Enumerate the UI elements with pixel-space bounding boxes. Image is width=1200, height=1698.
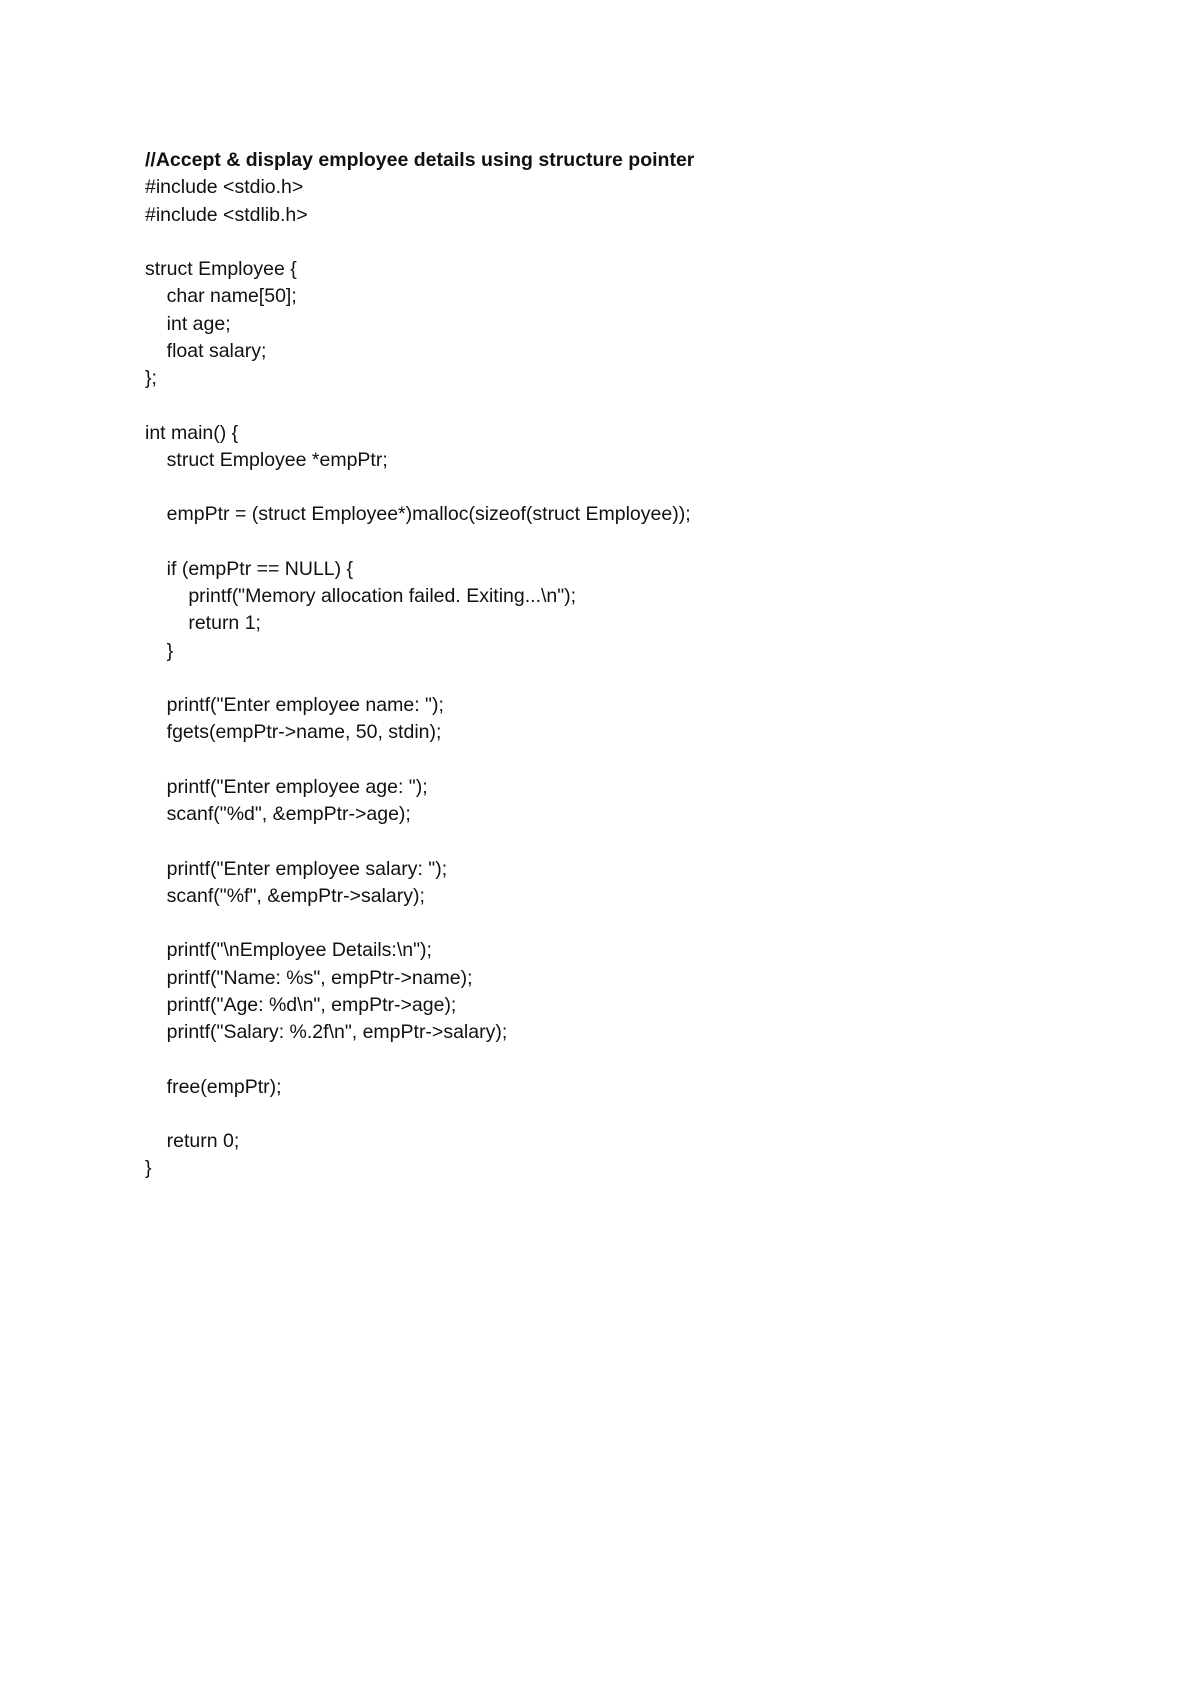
code-line: #include <stdio.h> (145, 176, 304, 199)
code-line (145, 474, 1145, 501)
code-line: empPtr = (struct Employee*)malloc(sizeof(struct Employee)); (145, 503, 691, 526)
code-line: printf("Name: %s", empPtr->name); (145, 966, 473, 989)
code-line: return 1; (145, 612, 261, 635)
code-line: int age; (145, 312, 231, 335)
code-line: return 0; (145, 1130, 240, 1152)
code-line: struct Employee { (145, 258, 297, 280)
code-line: struct Employee *empPtr; (145, 448, 388, 471)
code-line (145, 392, 1145, 419)
code-line: } (145, 1157, 152, 1180)
code-line: printf("Memory allocation failed. Exiting...\n"); (145, 585, 577, 607)
code-line (145, 910, 1145, 937)
code-line: } (145, 639, 174, 662)
code-line: printf("\nEmployee Details:\n"); (145, 939, 432, 962)
code-listing (145, 147, 1145, 1183)
code-line: if (empPtr == NULL) { (145, 557, 354, 580)
code-line: int main() { (145, 421, 239, 444)
code-line: printf("Age: %d\n", empPtr->age); (145, 993, 457, 1016)
code-line: printf("Enter employee name: "); (145, 694, 444, 716)
code-line: char name[50]; (145, 285, 297, 308)
code-line: printf("Enter employee salary: "); (145, 857, 448, 880)
code-line: printf("Enter employee age: "); (145, 775, 428, 798)
code-line: scanf("%f", &empPtr->salary); (145, 884, 425, 907)
code-line: free(empPtr); (145, 1075, 282, 1098)
code-line (145, 529, 1145, 556)
code-line: fgets(empPtr->name, 50, stdin); (145, 721, 442, 744)
code-line (145, 665, 1145, 692)
code-comment-title: //Accept & display employee details using structure pointer (145, 149, 695, 171)
code-line: printf("Salary: %.2f\n", empPtr->salary); (145, 1021, 508, 1043)
code-line (145, 747, 1145, 774)
code-line (145, 229, 1145, 256)
code-line (145, 1046, 1145, 1073)
code-line: }; (145, 367, 157, 389)
code-line: float salary; (145, 339, 267, 362)
code-line (145, 1101, 1145, 1128)
code-line (145, 828, 1145, 855)
code-line: #include <stdlib.h> (145, 203, 308, 226)
code-line: scanf("%d", &empPtr->age); (145, 803, 411, 825)
